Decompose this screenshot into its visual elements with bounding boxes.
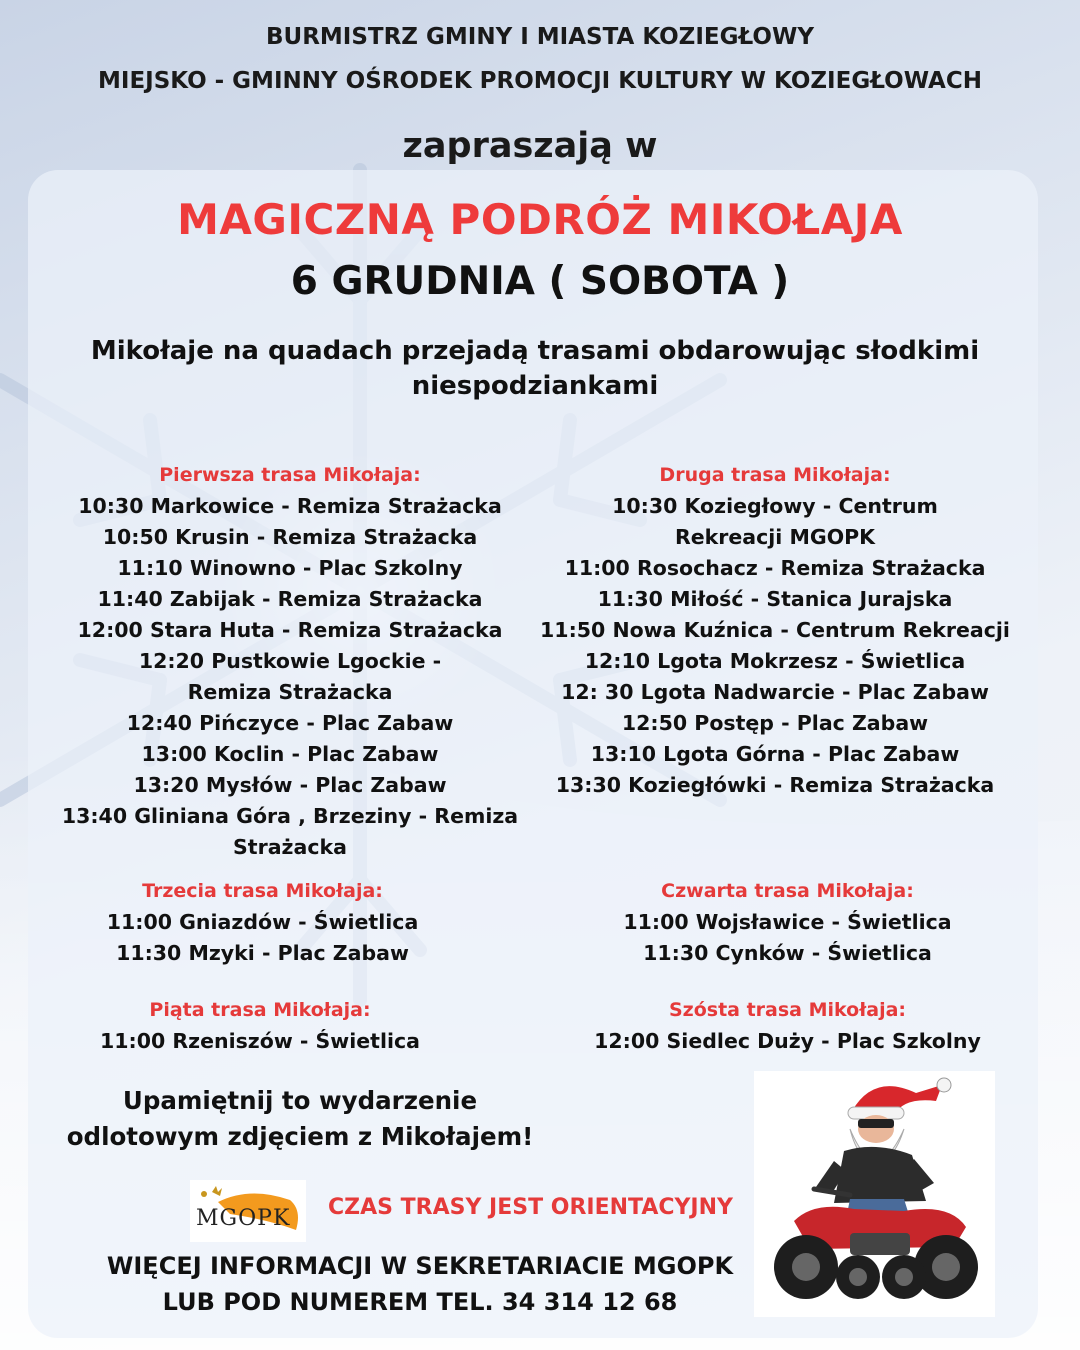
cta-line-2: odlotowym zdjęciem z Mikołajem! xyxy=(66,1122,534,1151)
photo-call-to-action xyxy=(60,1083,540,1155)
route-stop: 12:10 Lgota Mokrzesz - Świetlica xyxy=(584,649,966,673)
route-stop: 12:00 Siedlec Duży - Plac Szkolny xyxy=(594,1029,981,1053)
route-stop: 12:50 Postęp - Plac Zabaw xyxy=(621,711,929,735)
route-title: Szósta trasa Mikołaja: xyxy=(668,999,907,1021)
route-stop: 13:20 Mysłów - Plac Zabaw xyxy=(133,773,447,797)
mgopk-logo xyxy=(190,1180,306,1242)
route-stop: 13:40 Gliniana Góra , Brzeziny - Remiza Strażacka xyxy=(61,804,519,859)
route-stop: 12: 30 Lgota Nadwarcie - Plac Zabaw xyxy=(561,680,989,704)
route-stop: 11:50 Nowa Kuźnica - Centrum Rekreacji xyxy=(540,618,1010,642)
route-stop: 12:00 Stara Huta - Remiza Strażacka xyxy=(77,618,503,642)
route-title: Pierwsza trasa Mikołaja: xyxy=(159,464,421,486)
route-stop: 12:20 Pustkowie Lgockie - Remiza Strażacka xyxy=(138,649,442,704)
route-stop: 10:30 Markowice - Remiza Strażacka xyxy=(78,494,502,518)
route-stop: 11:00 Rosochacz - Remiza Strażacka xyxy=(564,556,986,580)
route-stop: 11:10 Winowno - Plac Szkolny xyxy=(117,556,463,580)
route-title: Czwarta trasa Mikołaja: xyxy=(661,880,914,902)
santa-quad-icon xyxy=(754,1071,995,1317)
invite-line: zapraszają w xyxy=(402,126,658,166)
route-stop: 11:30 Mzyki - Plac Zabaw xyxy=(116,941,409,965)
logo-text: MGOPK xyxy=(196,1206,291,1231)
route-stop: 13:00 Koclin - Plac Zabaw xyxy=(141,742,439,766)
event-title: MAGICZNĄ PODRÓŻ MIKOŁAJA xyxy=(177,195,903,244)
contact-line-1: WIĘCEJ INFORMACJI W SEKRETARIACIE MGOPK xyxy=(106,1252,734,1280)
route-stop: 11:30 Miłość - Stanica Jurajska xyxy=(597,587,953,611)
route-third xyxy=(40,876,485,969)
route-stop: 13:10 Lgota Górna - Plac Zabaw xyxy=(590,742,960,766)
route-stop: 11:30 Cynków - Świetlica xyxy=(643,941,932,965)
cta-line-1: Upamiętnij to wydarzenie xyxy=(122,1086,478,1115)
contact-line-2: LUB POD NUMEREM TEL. 34 314 12 68 xyxy=(162,1288,678,1316)
route-title: Piąta trasa Mikołaja: xyxy=(149,999,371,1021)
route-fifth xyxy=(40,995,480,1057)
route-stop: 10:30 Koziegłowy - Centrum Rekreacji MGOPK xyxy=(612,494,938,549)
event-intro: Mikołaje na quadach przejadą trasami obdarowując słodkimi niespodziankami xyxy=(90,336,980,401)
route-fourth xyxy=(560,876,1015,969)
route-second xyxy=(540,460,1010,801)
route-stop: 11:00 Gniazdów - Świetlica xyxy=(106,910,419,934)
contact-info xyxy=(70,1248,770,1320)
organizer-line-1: BURMISTRZ GMINY I MIASTA KOZIEGŁOWY xyxy=(265,24,815,50)
timing-notice: CZAS TRASY JEST ORIENTACYJNY xyxy=(328,1195,733,1220)
route-stop: 10:50 Krusin - Remiza Strażacka xyxy=(102,525,478,549)
route-first xyxy=(60,460,520,863)
route-title: Druga trasa Mikołaja: xyxy=(659,464,891,486)
route-stop: 11:40 Zabijak - Remiza Strażacka xyxy=(97,587,483,611)
route-stop: 13:30 Koziegłówki - Remiza Strażacka xyxy=(555,773,995,797)
route-stop: 11:00 Rzeniszów - Świetlica xyxy=(99,1029,421,1053)
event-date: 6 GRUDNIA ( SOBOTA ) xyxy=(290,259,790,304)
route-stop: 12:40 Pińczyce - Plac Zabaw xyxy=(126,711,454,735)
route-stop: 11:00 Wojsławice - Świetlica xyxy=(623,910,952,934)
organizer-line-2: MIEJSKO - GMINNY OŚRODEK PROMOCJI KULTURY W KOZIEGŁOWACH xyxy=(98,68,982,94)
route-title: Trzecia trasa Mikołaja: xyxy=(142,880,383,902)
route-sixth xyxy=(560,995,1015,1057)
santa-on-quad-illustration xyxy=(754,1071,995,1317)
